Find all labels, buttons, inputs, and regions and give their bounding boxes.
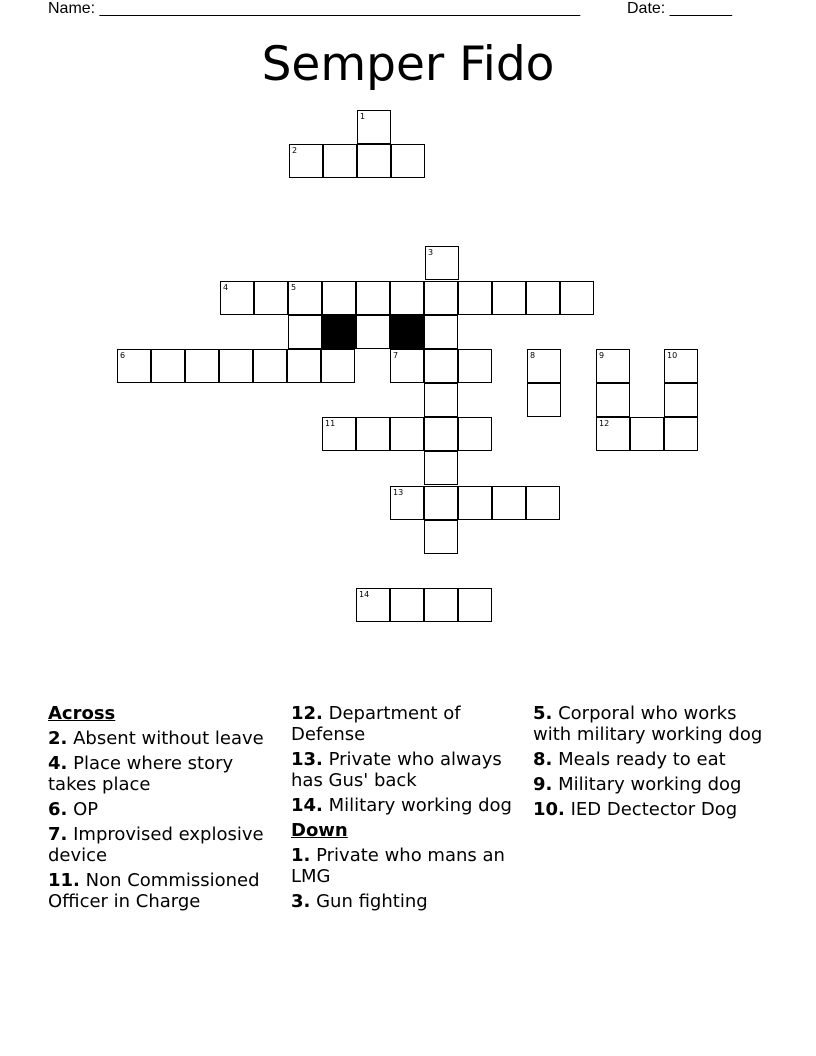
grid-cell[interactable] xyxy=(596,383,630,417)
grid-cell[interactable] xyxy=(596,349,630,383)
clue-number: 7 xyxy=(393,351,399,360)
grid-cell[interactable] xyxy=(322,281,356,315)
black-cell xyxy=(390,315,424,349)
clue-number: 8 xyxy=(530,351,536,360)
grid-cell[interactable] xyxy=(219,349,253,383)
grid-cell[interactable] xyxy=(323,144,357,178)
grid-cell[interactable] xyxy=(253,349,287,383)
grid-cell[interactable] xyxy=(356,417,390,451)
grid-cell[interactable] xyxy=(424,383,458,417)
grid-cell[interactable] xyxy=(356,315,390,349)
clue-number: 2 xyxy=(292,146,298,155)
grid-cell[interactable] xyxy=(390,281,424,315)
clue-column-1 xyxy=(48,703,284,916)
grid-cell[interactable] xyxy=(424,486,458,520)
clue-down-8: 8. Meals ready to eat xyxy=(533,749,726,770)
clue-down-9: 9. Military working dog xyxy=(533,774,742,795)
grid-cell[interactable] xyxy=(492,486,526,520)
grid-cell[interactable] xyxy=(527,349,561,383)
grid-cell[interactable] xyxy=(151,349,185,383)
clue-number: 4 xyxy=(223,283,229,292)
clue-down-10: 10. IED Dectector Dog xyxy=(533,799,738,820)
grid-cell[interactable] xyxy=(527,383,561,417)
grid-cell[interactable] xyxy=(664,383,698,417)
grid-cell[interactable] xyxy=(288,281,322,315)
clue-number: 13 xyxy=(393,488,404,497)
grid-cell[interactable] xyxy=(357,144,391,178)
clue-number: 6 xyxy=(120,351,126,360)
grid-cell[interactable] xyxy=(424,451,458,485)
puzzle-title: Semper Fido xyxy=(261,37,555,92)
clue-number: 1 xyxy=(360,112,366,121)
grid-cell[interactable] xyxy=(289,144,323,178)
clue-down-5: 5. Corporal who works with military working dog xyxy=(533,703,763,745)
clue-across-13: 13. Private who always has Gus' back xyxy=(291,749,502,791)
grid-cell[interactable] xyxy=(220,281,254,315)
clue-across-6: 6. OP xyxy=(48,799,99,820)
clue-number: 10 xyxy=(667,351,678,360)
grid-cell[interactable] xyxy=(424,349,458,383)
clue-across-2: 2. Absent without leave xyxy=(48,728,264,749)
grid-cell[interactable] xyxy=(664,349,698,383)
grid-cell[interactable] xyxy=(596,417,630,451)
across-heading: Across xyxy=(48,703,116,724)
grid-cell[interactable] xyxy=(356,588,390,622)
grid-cell[interactable] xyxy=(664,417,698,451)
grid-cell[interactable] xyxy=(526,281,560,315)
clue-across-7: 7. Improvised explosive device xyxy=(48,824,264,866)
clue-number: 3 xyxy=(428,248,434,257)
grid-cell[interactable] xyxy=(390,417,424,451)
clue-number: 12 xyxy=(599,419,610,428)
grid-cell[interactable] xyxy=(322,417,356,451)
grid-cell[interactable] xyxy=(458,349,492,383)
clue-number: 11 xyxy=(325,419,336,428)
grid-cell[interactable] xyxy=(425,246,459,280)
date-field[interactable]: Date: _______ xyxy=(627,0,732,17)
grid-cell[interactable] xyxy=(458,486,492,520)
grid-cell[interactable] xyxy=(424,520,458,554)
down-heading: Down xyxy=(291,820,348,841)
grid-cell[interactable] xyxy=(390,588,424,622)
grid-cell[interactable] xyxy=(458,588,492,622)
grid-cell[interactable] xyxy=(287,349,321,383)
grid-cell[interactable] xyxy=(390,349,424,383)
clue-column-3 xyxy=(533,703,773,824)
clue-column-2 xyxy=(291,703,527,916)
clue-down-3: 3. Gun fighting xyxy=(291,891,428,912)
name-field[interactable]: Name: ______________________________________________________ xyxy=(48,0,581,17)
clue-across-14: 14. Military working dog xyxy=(291,795,512,816)
clue-across-12: 12. Department of Defense xyxy=(291,703,461,745)
grid-cell[interactable] xyxy=(458,417,492,451)
grid-cell[interactable] xyxy=(526,486,560,520)
clue-number: 14 xyxy=(359,590,370,599)
grid-cell[interactable] xyxy=(356,281,390,315)
grid-cell[interactable] xyxy=(288,315,322,349)
grid-cell[interactable] xyxy=(424,417,458,451)
grid-cell[interactable] xyxy=(492,281,526,315)
grid-cell[interactable] xyxy=(458,281,492,315)
grid-cell[interactable] xyxy=(390,486,424,520)
clue-number: 9 xyxy=(599,351,605,360)
grid-cell[interactable] xyxy=(630,417,664,451)
grid-cell[interactable] xyxy=(424,315,458,349)
grid-cell[interactable] xyxy=(117,349,151,383)
grid-cell[interactable] xyxy=(185,349,219,383)
grid-cell[interactable] xyxy=(391,144,425,178)
grid-cell[interactable] xyxy=(424,281,458,315)
grid-cell[interactable] xyxy=(254,281,288,315)
grid-cell[interactable] xyxy=(560,281,594,315)
grid-cell[interactable] xyxy=(321,349,355,383)
clue-across-11: 11. Non Commissioned Officer in Charge xyxy=(48,870,260,912)
clue-down-1: 1. Private who mans an LMG xyxy=(291,845,505,887)
clue-across-4: 4. Place where story takes place xyxy=(48,753,234,795)
grid-cell[interactable] xyxy=(424,588,458,622)
clue-number: 5 xyxy=(291,283,297,292)
black-cell xyxy=(322,315,356,349)
grid-cell[interactable] xyxy=(357,110,391,144)
